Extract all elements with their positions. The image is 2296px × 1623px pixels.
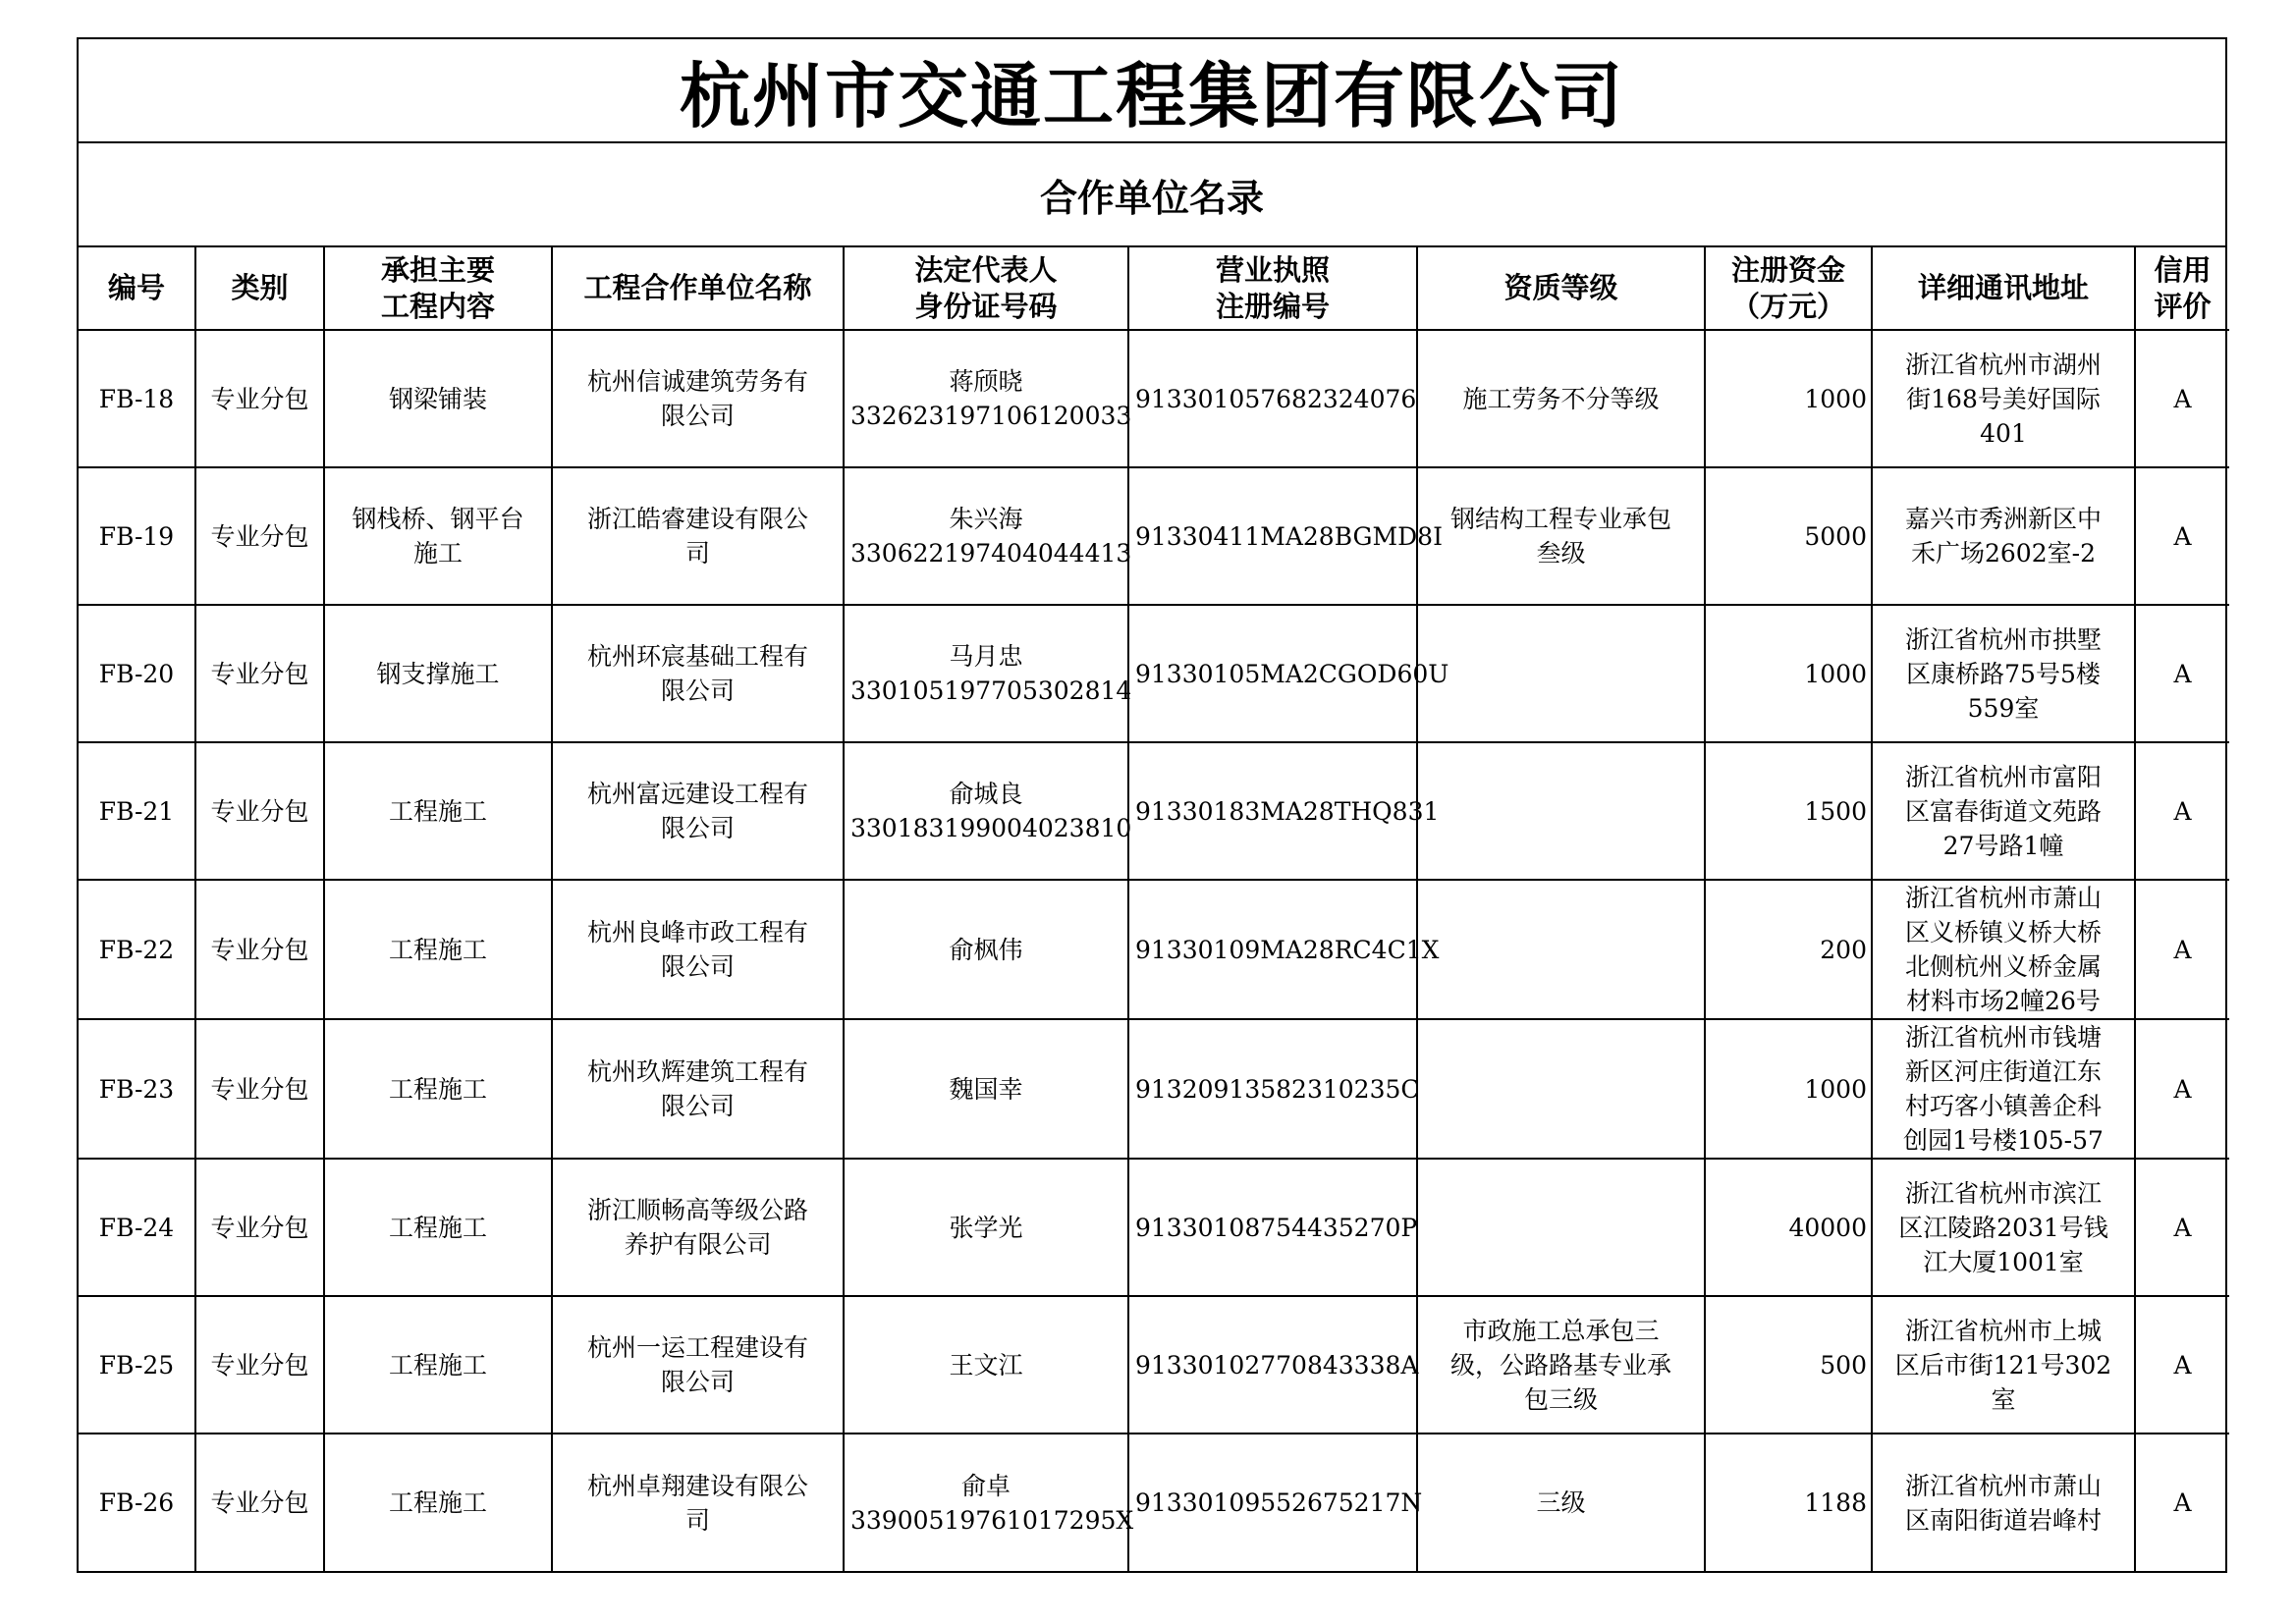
cell-license-no: 91330108754435270P [1128,1159,1417,1296]
cell-capital: 40000 [1705,1159,1872,1296]
directory-sheet [77,37,2227,1573]
table-row [79,880,2229,1019]
cell-work-content: 工程施工 [324,1019,552,1159]
cell-company-name: 杭州环宸基础工程有 限公司 [552,605,844,742]
cell-credit-rating: A [2135,1434,2229,1571]
cell-company-name: 浙江皓睿建设有限公 司 [552,467,844,605]
cell-capital: 5000 [1705,467,1872,605]
cell-license-no: 91330183MA28THQ831 [1128,742,1417,880]
header-capital: 注册资金 （万元） [1705,247,1872,330]
cell-license-no: 91330105MA2CGOD60U [1128,605,1417,742]
cell-qualification: 三级 [1417,1434,1705,1571]
cell-legal-rep: 魏国幸 [844,1019,1128,1159]
cell-category: 专业分包 [195,880,324,1019]
cell-company-name: 杭州良峰市政工程有 限公司 [552,880,844,1019]
cell-address: 嘉兴市秀洲新区中 禾广场2602室-2 [1872,467,2135,605]
list-subtitle: 合作单位名录 [79,143,2225,247]
cell-id: FB-25 [79,1296,195,1434]
cell-company-name: 杭州玖辉建筑工程有 限公司 [552,1019,844,1159]
cell-qualification [1417,742,1705,880]
cell-address: 浙江省杭州市湖州 街168号美好国际 401 [1872,330,2135,467]
cell-license-no: 913301057682324076 [1128,330,1417,467]
table-row [79,1019,2229,1159]
cell-legal-rep: 王文江 [844,1296,1128,1434]
cell-work-content: 工程施工 [324,742,552,880]
cell-license-no: 91330411MA28BGMD8I [1128,467,1417,605]
cell-credit-rating: A [2135,330,2229,467]
header-legal-rep: 法定代表人 身份证号码 [844,247,1128,330]
header-row [79,247,2229,330]
cell-id: FB-20 [79,605,195,742]
cell-work-content: 钢支撑施工 [324,605,552,742]
header-license-no: 营业执照 注册编号 [1128,247,1417,330]
cell-license-no: 91320913582310235C [1128,1019,1417,1159]
cell-legal-rep: 俞枫伟 [844,880,1128,1019]
cell-work-content: 工程施工 [324,880,552,1019]
cell-id: FB-23 [79,1019,195,1159]
cell-license-no: 91330109MA28RC4C1X [1128,880,1417,1019]
cell-credit-rating: A [2135,467,2229,605]
company-title: 杭州市交通工程集团有限公司 [79,39,2225,143]
header-work-content: 承担主要 工程内容 [324,247,552,330]
cell-license-no: 91330109552675217N [1128,1434,1417,1571]
cell-id: FB-19 [79,467,195,605]
cell-category: 专业分包 [195,467,324,605]
cell-address: 浙江省杭州市富阳 区富春街道文苑路 27号路1幢 [1872,742,2135,880]
cell-legal-rep: 俞城良 330183199004023810 [844,742,1128,880]
cell-legal-rep: 朱兴海 330622197404044413 [844,467,1128,605]
cell-qualification: 市政施工总承包三 级，公路路基专业承 包三级 [1417,1296,1705,1434]
header-company-name: 工程合作单位名称 [552,247,844,330]
cell-category: 专业分包 [195,1296,324,1434]
cell-address: 浙江省杭州市滨江 区江陵路2031号钱 江大厦1001室 [1872,1159,2135,1296]
header-id: 编号 [79,247,195,330]
cell-legal-rep: 马月忠 330105197705302814 [844,605,1128,742]
header-credit-rating: 信用 评价 [2135,247,2229,330]
cell-credit-rating: A [2135,605,2229,742]
cell-work-content: 钢栈桥、钢平台 施工 [324,467,552,605]
table-row [79,330,2229,467]
table-row [79,467,2229,605]
cell-address: 浙江省杭州市上城 区后市街121号302 室 [1872,1296,2135,1434]
cell-id: FB-26 [79,1434,195,1571]
table-row [79,1296,2229,1434]
cell-qualification: 钢结构工程专业承包 叁级 [1417,467,1705,605]
cell-legal-rep: 俞卓 33900519761017295X [844,1434,1128,1571]
cell-address: 浙江省杭州市拱墅 区康桥路75号5楼 559室 [1872,605,2135,742]
cell-capital: 1188 [1705,1434,1872,1571]
header-category: 类别 [195,247,324,330]
cell-work-content: 钢梁铺装 [324,330,552,467]
cell-qualification [1417,1019,1705,1159]
cell-category: 专业分包 [195,1434,324,1571]
cell-legal-rep: 蒋颀晓 332623197106120033 [844,330,1128,467]
partner-table [79,247,2229,1571]
cell-id: FB-18 [79,330,195,467]
cell-capital: 1500 [1705,742,1872,880]
cell-company-name: 杭州富远建设工程有 限公司 [552,742,844,880]
cell-credit-rating: A [2135,742,2229,880]
cell-credit-rating: A [2135,1159,2229,1296]
cell-legal-rep: 张学光 [844,1159,1128,1296]
cell-qualification [1417,880,1705,1019]
cell-credit-rating: A [2135,1296,2229,1434]
cell-address: 浙江省杭州市萧山 区南阳街道岩峰村 [1872,1434,2135,1571]
cell-id: FB-22 [79,880,195,1019]
cell-capital: 1000 [1705,330,1872,467]
cell-qualification: 施工劳务不分等级 [1417,330,1705,467]
cell-capital: 1000 [1705,1019,1872,1159]
table-row [79,1159,2229,1296]
cell-credit-rating: A [2135,880,2229,1019]
cell-id: FB-21 [79,742,195,880]
cell-work-content: 工程施工 [324,1159,552,1296]
cell-qualification [1417,1159,1705,1296]
cell-company-name: 杭州一运工程建设有 限公司 [552,1296,844,1434]
table-row [79,605,2229,742]
table-row [79,742,2229,880]
cell-capital: 1000 [1705,605,1872,742]
cell-company-name: 杭州信诚建筑劳务有 限公司 [552,330,844,467]
cell-work-content: 工程施工 [324,1296,552,1434]
cell-work-content: 工程施工 [324,1434,552,1571]
cell-capital: 200 [1705,880,1872,1019]
cell-id: FB-24 [79,1159,195,1296]
cell-category: 专业分包 [195,330,324,467]
header-address: 详细通讯地址 [1872,247,2135,330]
cell-company-name: 杭州卓翔建设有限公 司 [552,1434,844,1571]
cell-category: 专业分包 [195,742,324,880]
cell-address: 浙江省杭州市钱塘 新区河庄街道江东 村巧客小镇善企科 创园1号楼105-57 [1872,1019,2135,1159]
header-qualification: 资质等级 [1417,247,1705,330]
cell-address: 浙江省杭州市萧山 区义桥镇义桥大桥 北侧杭州义桥金属 材料市场2幢26号 [1872,880,2135,1019]
table-row [79,1434,2229,1571]
cell-credit-rating: A [2135,1019,2229,1159]
cell-company-name: 浙江顺畅高等级公路 养护有限公司 [552,1159,844,1296]
cell-category: 专业分包 [195,605,324,742]
cell-license-no: 91330102770843338A [1128,1296,1417,1434]
cell-capital: 500 [1705,1296,1872,1434]
cell-category: 专业分包 [195,1019,324,1159]
cell-qualification [1417,605,1705,742]
cell-category: 专业分包 [195,1159,324,1296]
